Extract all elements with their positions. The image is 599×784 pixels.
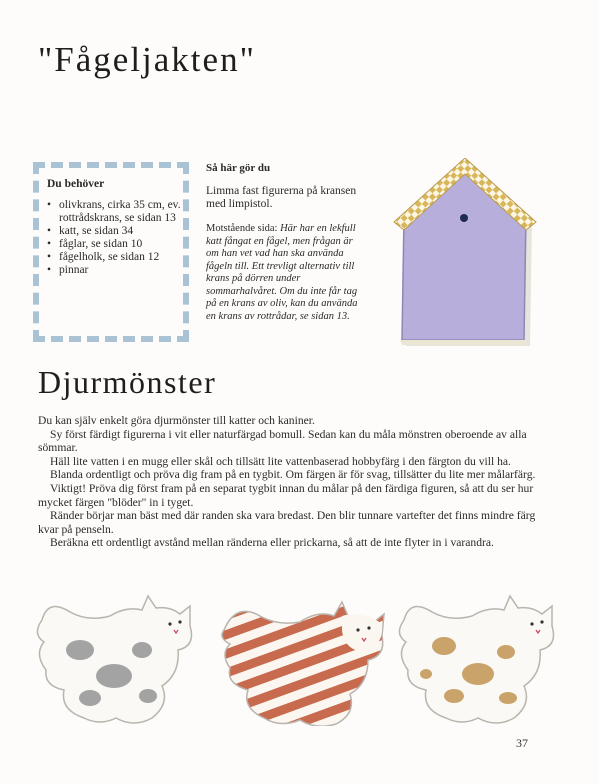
- birdhouse-image: [390, 158, 540, 348]
- paragraph: Blanda ordentligt och pröva dig fram på en tygbit. Om färgen är för svag, tillsätter du lite mer målarfärg.: [50, 468, 536, 482]
- supplies-item: • katt, se sidan 34: [59, 225, 181, 238]
- paragraph: Beräkna ett ordentligt avstånd mellan ränderna eller prickarna, så att de inte flyter in i varandra.: [50, 536, 494, 550]
- paragraph: Häll lite vatten i en mugg eller skål och tillsätt lite vattenbaserad hobbyfärg i den färgton du vill ha.: [50, 454, 511, 468]
- cat-grey-spots: [37, 596, 191, 723]
- opposite-page-caption: [206, 223, 368, 323]
- birdhouse-wall: [402, 162, 526, 340]
- opposite-text: Här har en lekfull katt fångat en fågel, men frågan är om han vet vad han ska använda fågeln till. Ett trevligt alternativ till krans på dörren under sommarhalvåret. Om du inte får tag på en krans av oliv, kan du använda en krans av rottrådar, se sidan 13.: [206, 223, 358, 322]
- howto-column: [206, 162, 368, 323]
- body-text: [38, 414, 544, 550]
- supplies-item: • fåglar, se sidan 10: [59, 238, 181, 251]
- cat-patterns-illustration: [30, 586, 570, 726]
- section-title-djurmonster: Djurmönster: [38, 364, 217, 400]
- howto-heading: Så här gör du: [206, 162, 271, 174]
- cat-red-stripes: [222, 602, 384, 726]
- supplies-list: [47, 199, 181, 277]
- opposite-label: Motstående sida:: [206, 223, 278, 234]
- paragraph: Sy först färdigt figurerna i vit eller naturfärgad bomull. Sedan kan du måla mönstren oberoende av alla sömmar.: [38, 427, 527, 455]
- paragraph: Ränder börjar man bäst med där randen ska vara bredast. Den blir tunnare vartefter det finns mindre färg kvar på penseln.: [38, 509, 536, 536]
- supplies-item: • olivkrans, cirka 35 cm, ev. rottrådskrans, se sidan 13: [59, 199, 181, 225]
- paragraph: Du kan själv enkelt göra djurmönster till katter och kaniner.: [38, 414, 315, 427]
- page-number: 37: [516, 736, 528, 750]
- birdhouse-hole: [460, 214, 468, 222]
- page-title-fageljakten: "Fågeljakten": [38, 40, 256, 79]
- supplies-content: [47, 178, 181, 334]
- supplies-item: • fågelholk, se sidan 12: [59, 251, 181, 264]
- supplies-item: • pinnar: [59, 264, 181, 277]
- howto-step: Limma fast figurerna på kransen med limpistol.: [206, 185, 357, 210]
- supplies-heading: Du behöver: [47, 178, 105, 190]
- cat-ochre-spots: [399, 596, 553, 723]
- supplies-box: [33, 162, 189, 342]
- paragraph: Viktigt! Pröva dig först fram på en separat tygbit innan du målar på den färdiga figuren, så att du ser hur mycket färgen "blöder" in i tyget.: [38, 481, 534, 509]
